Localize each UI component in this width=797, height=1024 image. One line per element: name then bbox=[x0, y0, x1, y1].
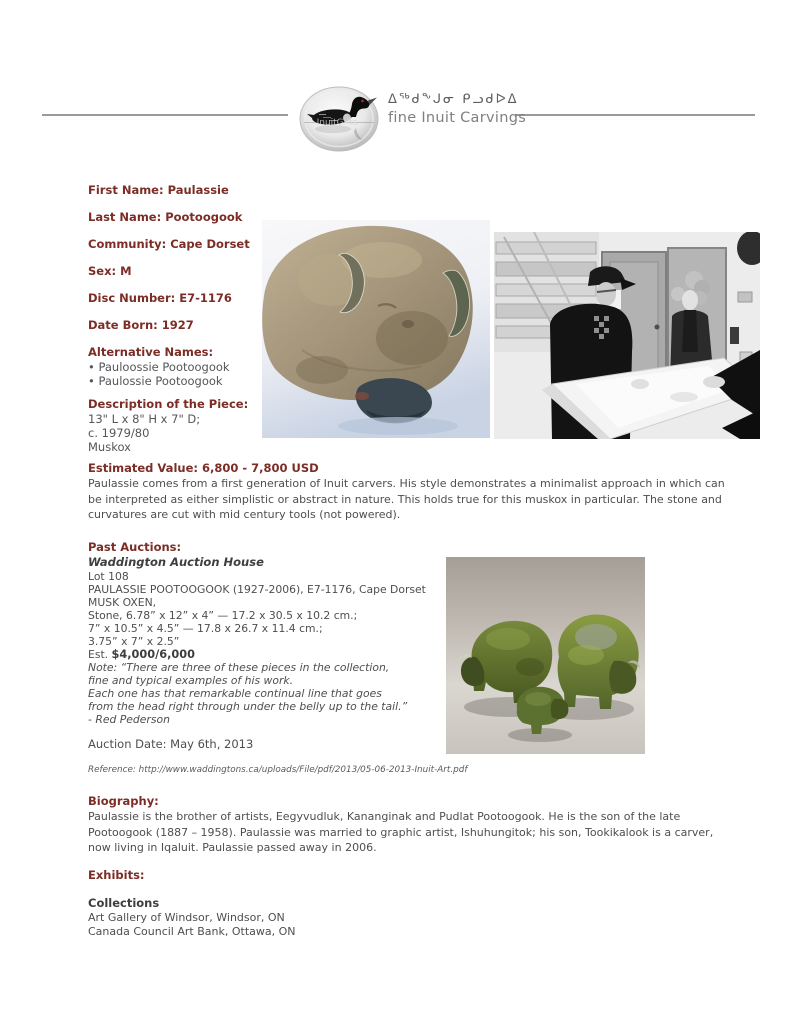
muskox-carving-photo bbox=[262, 220, 490, 438]
alternative-names-label: Alternative Names: bbox=[88, 345, 214, 359]
auction-house-name: Waddington Auction House bbox=[88, 555, 264, 569]
logo-text: InuitGifts bbox=[316, 118, 358, 128]
auction-line: Lot 108 bbox=[88, 570, 129, 583]
biography-text: Pootoogook (1887 – 1958). Paulassie was married to graphic artist, Ishuhungitok; his son, Tookikalook is a carver, bbox=[88, 825, 714, 839]
estimate-prefix: Est. bbox=[88, 648, 112, 661]
detail-last-name: Last Name: Pootoogook bbox=[88, 210, 243, 224]
alternative-name-item: • Pauloossie Pootoogook bbox=[88, 360, 308, 374]
detail-disc-number: Disc Number: E7-1176 bbox=[88, 291, 232, 305]
auction-line: 7” x 10.5” x 4.5” — 17.8 x 26.7 x 11.4 cm.; bbox=[88, 622, 323, 635]
auction-note-line: fine and typical examples of his work. bbox=[88, 674, 294, 687]
header-divider-right bbox=[515, 114, 755, 116]
detail-community: Community: Cape Dorset bbox=[88, 237, 250, 251]
logo-tagline: fine Inuit Carvings bbox=[388, 110, 527, 126]
auction-note-line: from the head right through under the belly up to the tail.” bbox=[88, 700, 408, 713]
estimated-value-section bbox=[88, 460, 725, 523]
auction-note-line: Each one has that remarkable continual line that goes bbox=[88, 687, 382, 700]
biography-text: now living in Iqaluit. Paulassie passed away in 2006. bbox=[88, 841, 377, 854]
description-line: 13" L x 8" H x 7" D; bbox=[88, 412, 201, 426]
auction-note-attribution: - Red Pederson bbox=[88, 713, 170, 726]
auction-line: 3.75” x 7” x 2.5” bbox=[88, 635, 180, 648]
exhibits-label: Exhibits: bbox=[88, 868, 145, 882]
artist-viewing-print-photo bbox=[494, 232, 760, 439]
past-auctions-label: Past Auctions: bbox=[88, 540, 182, 554]
past-auctions-section bbox=[88, 539, 467, 775]
description-label: Description of the Piece: bbox=[88, 397, 249, 411]
collection-item: Canada Council Art Bank, Ottawa, ON bbox=[88, 925, 296, 938]
description-line: c. 1979/80 bbox=[88, 426, 150, 440]
estimated-value-text: curvatures are cut with mid century tools (not powered). bbox=[88, 508, 401, 521]
biography-section bbox=[88, 793, 713, 856]
auction-line: Stone, 6.78” x 12” x 4” — 17.2 x 30.5 x 10.2 cm.; bbox=[88, 609, 358, 622]
collection-item: Art Gallery of Windsor, Windsor, ON bbox=[88, 911, 285, 924]
collections-section bbox=[88, 896, 296, 939]
estimate-value: $4,000/6,000 bbox=[111, 648, 195, 661]
detail-first-name: First Name: Paulassie bbox=[88, 183, 229, 197]
detail-date-born: Date Born: 1927 bbox=[88, 318, 194, 332]
auction-reference-url: Reference: http://www.waddingtons.ca/uploads/File/pdf/2013/05-06-2013-Inuit-Art.pdf bbox=[88, 765, 468, 775]
auction-note-line: Note: “There are three of these pieces in the collection, bbox=[88, 661, 390, 674]
estimated-value-text: be interpreted as either simplistic or abstract in nature. This holds true for this muskox in particular. The stone and bbox=[88, 492, 722, 506]
header-divider-left bbox=[42, 114, 288, 116]
alternative-name-item: • Paulossie Pootoogook bbox=[88, 374, 308, 388]
detail-sex: Sex: M bbox=[88, 264, 132, 278]
biography-text: Paulassie is the brother of artists, Eegyvudluk, Kananginak and Pudlat Pootoogook. He is the son of the late bbox=[88, 810, 681, 823]
inuitgifts-logo bbox=[299, 86, 379, 152]
biography-label: Biography: bbox=[88, 794, 159, 808]
estimated-value-label: Estimated Value: 6,800 - 7,800 USD bbox=[88, 461, 319, 475]
collections-label: Collections bbox=[88, 896, 160, 910]
syllabics-text: ᐃᖅᑯᖕᒍᓂ ᑭᓗᑯᐅᐃ bbox=[388, 92, 519, 107]
exhibits-section bbox=[88, 867, 145, 883]
loon-logo-icon bbox=[299, 86, 379, 152]
auction-line: PAULASSIE POOTOOGOOK (1927-2006), E7-1176, Cape Dorset bbox=[88, 583, 426, 596]
estimated-value-text: Paulassie comes from a first generation of Inuit carvers. His style demonstrates a minimalist approach in which can bbox=[88, 477, 725, 490]
auction-line: MUSK OXEN, bbox=[88, 596, 157, 609]
description-line: Muskox bbox=[88, 440, 131, 454]
auction-date: Auction Date: May 6th, 2013 bbox=[88, 737, 254, 751]
auction-estimate bbox=[88, 648, 467, 661]
musk-oxen-group-photo bbox=[446, 557, 645, 754]
